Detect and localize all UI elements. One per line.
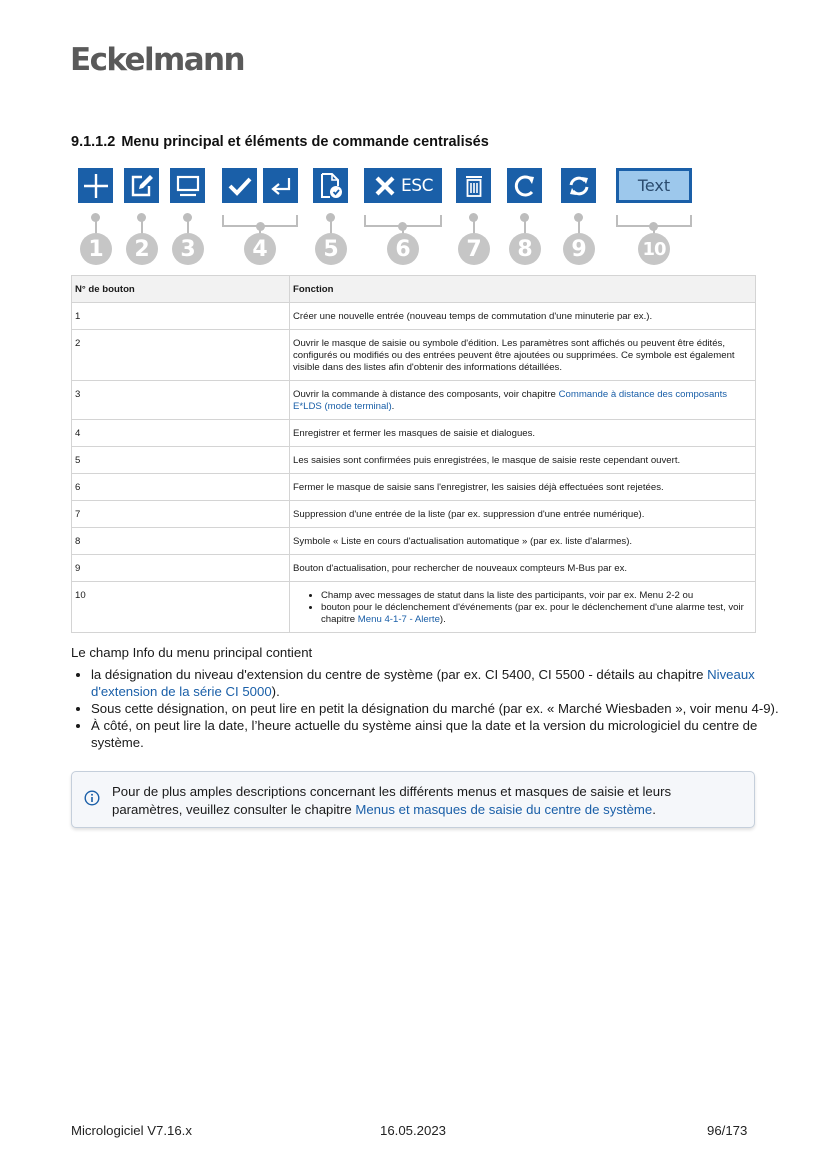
bullet-after: ). [439,614,446,625]
info-item-text: la désignation du niveau d'extension du centre de système (par ex. CI 5400, CI 5500 - détails au chapitre [91,667,708,682]
footer-page-number: 96/173 [707,1123,748,1138]
row-function: Symbole « Liste en cours d'actualisation automatique » (par ex. liste d'alarmes). [290,528,756,555]
connector-dot-2 [137,213,146,222]
callout-number-4: 4 [244,233,276,265]
connector-dot-7 [469,213,478,222]
connector-dot-1 [91,213,100,222]
delete-button[interactable] [456,168,491,203]
row-number: 6 [72,474,290,501]
monitor-button[interactable] [170,168,205,203]
connector-dot-6 [398,222,407,231]
text-status-label: Text [619,171,689,200]
connector-9 [578,214,580,236]
row-number: 3 [72,381,290,420]
monitor-icon [175,174,201,198]
link-menu-alerte[interactable]: Menu 4-1-7 - Alerte [357,614,440,625]
column-header-function: Fonction [290,276,756,303]
row-function: Ouvrir le masque de saisie ou symbole d'édition. Les paramètres sont affichés ou peuvent être édités, configurés ou modifiés ou des entrées peuvent être ajoutées ou supprimées. Ce symbole est également visible dans des listes afin d'obtenir des informations détaillées. [290,330,756,381]
confirm-save-button[interactable] [313,168,348,203]
callout-number-2: 2 [126,233,158,265]
list-item [321,602,752,626]
row-function [290,381,756,420]
enter-button[interactable] [263,168,298,203]
save-close-button[interactable] [222,168,257,203]
file-confirm-icon [318,172,344,200]
connector-7 [473,214,475,236]
section-title-text: Menu principal et éléments de commande centralisés [121,134,489,150]
row-number: 4 [72,420,290,447]
note-body: Pour de plus amples descriptions concernant les différents menus et masques de saisie et leurs paramètres, veuillez consulter le chapitre [112,784,672,817]
checkmark-icon [227,174,253,198]
row-number: 1 [72,303,290,330]
row-number: 8 [72,528,290,555]
connector-10 [653,226,655,236]
callout-number-1: 1 [80,233,112,265]
note-after: . [652,802,656,817]
connector-6 [402,226,404,236]
bracket-4-left [222,215,224,227]
row-function: Les saisies sont confirmées puis enregistrées, le masque de saisie reste cependant ouvert. [290,447,756,474]
table-row [72,420,756,447]
row-function: Suppression d'une entrée de la liste (par ex. suppression d'une entrée numérique). [290,501,756,528]
button-function-table [71,275,756,633]
plus-icon [83,173,109,199]
column-header-number: N° de bouton [72,276,290,303]
trash-icon [462,173,486,199]
row-function: Enregistrer et fermer les masques de saisie et dialogues. [290,420,756,447]
section-number: 9.1.1.2 [71,134,116,150]
table-row [72,582,756,633]
info-list [71,666,781,751]
row-number: 10 [72,582,290,633]
cancel-button[interactable] [364,168,442,203]
row-number: 7 [72,501,290,528]
sync-button[interactable] [561,168,596,203]
callout-number-5: 5 [315,233,347,265]
row-number: 5 [72,447,290,474]
link-commande-distance[interactable]: Commande à distance des composants E*LDS (mode terminal) [293,389,728,412]
table-row [72,528,756,555]
row-function-after: . [391,401,395,412]
table-row [72,501,756,528]
connector-dot-9 [574,213,583,222]
refresh-icon [512,173,538,199]
footer-firmware: Micrologiciel V7.16.x [71,1123,192,1138]
bracket-10-right [690,215,692,227]
row-function: Bouton d'actualisation, pour rechercher de nouveaux compteurs M-Bus par ex. [290,555,756,582]
info-intro: Le champ Info du menu principal contient [71,645,313,660]
table-row [72,555,756,582]
edit-button[interactable] [124,168,159,203]
callout-number-10: 10 [638,233,670,265]
list-item: • Champ avec messages de statut dans la liste des participants, voir par ex. Menu 2-2 ou [321,590,752,602]
row-bullet-list [293,590,752,626]
text-status-button[interactable] [616,168,692,203]
connector-3 [187,214,189,236]
note-text [112,783,742,819]
row-number: 2 [72,330,290,381]
connector-dot-3 [183,213,192,222]
row-function [290,582,756,633]
link-menus-masques[interactable]: Menus et masques de saisie du centre de système [355,802,653,817]
info-item-after: ). [271,684,280,699]
callout-number-9: 9 [563,233,595,265]
info-note [71,771,755,828]
row-function-text: Ouvrir la commande à distance des composants, voir chapitre [293,389,559,400]
list-item: • Sous cette désignation, on peut lire en petit la désignation du marché (par ex. « Marché Wiesbaden », voir menu 4-9). [91,700,781,717]
bracket-6-right [440,215,442,227]
callout-number-7: 7 [458,233,490,265]
connector-4 [259,226,261,236]
section-title [71,134,489,150]
connector-8 [524,214,526,236]
footer-date: 16.05.2023 [380,1123,447,1138]
callout-number-6: 6 [387,233,419,265]
row-function: Fermer le masque de saisie sans l'enregistrer, les saisies déjà effectuées sont rejetées. [290,474,756,501]
list-item: • À côté, on peut lire la date, l’heure actuelle du système ainsi que la date et la version du micrologiciel du centre de système. [91,717,781,751]
connector-1 [95,214,97,236]
table-row [72,303,756,330]
bracket-6-bar [364,225,442,227]
connector-5 [330,214,332,236]
connector-dot-5 [326,213,335,222]
callout-number-3: 3 [172,233,204,265]
plus-button[interactable] [78,168,113,203]
sync-icon [566,173,592,199]
link-niveaux-extension[interactable]: Niveaux d'extension de la série CI 5000 [91,667,755,699]
esc-label: ESC [401,175,433,196]
bracket-4-bar [222,225,298,227]
list-item [91,666,781,700]
table-row [72,381,756,420]
connector-dot-8 [520,213,529,222]
row-function: Créer une nouvelle entrée (nouveau temps de commutation d'une minuterie par ex.). [290,303,756,330]
table-row [72,474,756,501]
row-number: 9 [72,555,290,582]
connector-2 [141,214,143,236]
table-row [72,447,756,474]
info-icon [84,790,100,806]
auto-refresh-button[interactable] [507,168,542,203]
bracket-10-bar [616,225,692,227]
table-header-row [72,276,756,303]
enter-icon [268,174,294,198]
bullet-text: bouton pour le déclenchement d'événements (par ex. pour le déclenchement d'une alarme test, voir chapitre [321,602,744,625]
bracket-6-left [364,215,366,227]
callout-number-8: 8 [509,233,541,265]
connector-dot-10 [649,222,658,231]
connector-dot-4 [256,222,265,231]
bracket-4-right [296,215,298,227]
bracket-10-left [616,215,618,227]
table-row [72,330,756,381]
edit-icon [129,173,155,199]
close-icon [373,174,397,198]
eckelmann-logo: Eckelmann [70,42,244,78]
